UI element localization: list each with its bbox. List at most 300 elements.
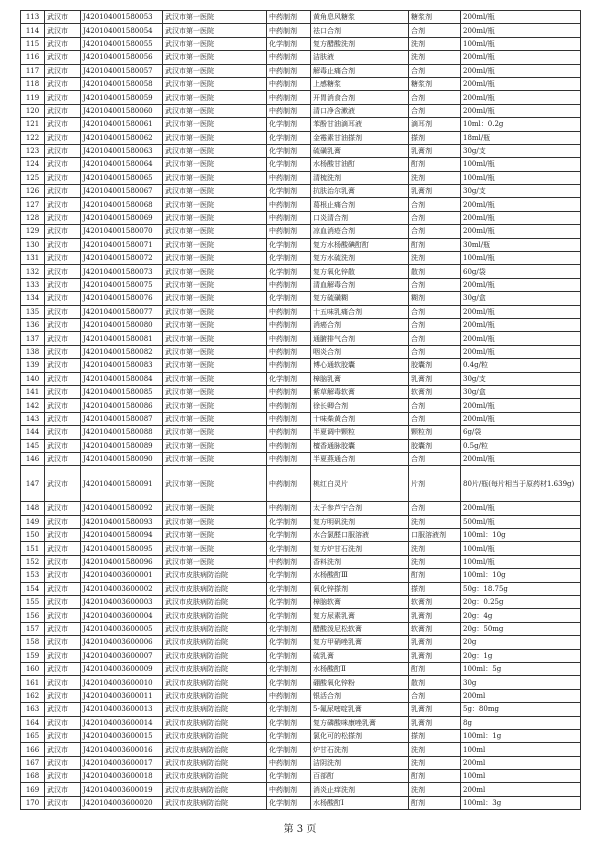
category-cell: 中药制剂 [267, 11, 311, 24]
city-cell: 武汉市 [45, 555, 81, 568]
table-row [21, 515, 581, 528]
city-cell: 武汉市 [45, 783, 81, 796]
approval-number-cell: J420104001580073 [81, 265, 163, 278]
table-row [21, 412, 581, 425]
table-row [21, 770, 581, 783]
city-cell: 武汉市 [45, 676, 81, 689]
approval-number-cell: J420104001580089 [81, 439, 163, 452]
product-name-cell: 抗肤治尔乳膏 [311, 185, 409, 198]
hospital-cell: 武汉市皮肤病防治院 [163, 770, 267, 783]
product-name-cell: 复方氧化锌散 [311, 265, 409, 278]
hospital-cell: 武汉市第一医院 [163, 252, 267, 265]
hospital-cell: 武汉市第一医院 [163, 292, 267, 305]
category-cell: 化学制剂 [267, 662, 311, 675]
table-row [21, 542, 581, 555]
dosage-form-cell: 软膏剂 [409, 622, 461, 635]
dosage-form-cell: 合剂 [409, 104, 461, 117]
dosage-form-cell: 乳膏剂 [409, 703, 461, 716]
category-cell: 中药制剂 [267, 783, 311, 796]
hospital-cell: 武汉市第一医院 [163, 64, 267, 77]
row-number-cell: 113 [21, 11, 45, 24]
dosage-form-cell: 胶囊剂 [409, 359, 461, 372]
table-row [21, 466, 581, 502]
specification-cell: 200ml/瓶 [461, 24, 581, 37]
city-cell: 武汉市 [45, 412, 81, 425]
product-name-cell: 醋酸泼尼松软膏 [311, 622, 409, 635]
dosage-form-cell: 乳膏剂 [409, 185, 461, 198]
city-cell: 武汉市 [45, 104, 81, 117]
row-number-cell: 162 [21, 689, 45, 702]
specification-cell: 200ml/瓶 [461, 91, 581, 104]
city-cell: 武汉市 [45, 51, 81, 64]
city-cell: 武汉市 [45, 609, 81, 622]
approval-number-cell: J420104003600007 [81, 649, 163, 662]
hospital-cell: 武汉市皮肤病防治院 [163, 796, 267, 809]
specification-cell: 200ml/瓶 [461, 345, 581, 358]
hospital-cell: 武汉市第一医院 [163, 185, 267, 198]
specification-cell: 5g：80mg [461, 703, 581, 716]
hospital-cell: 武汉市皮肤病防治院 [163, 649, 267, 662]
specification-cell: 18ml/瓶 [461, 131, 581, 144]
table-row [21, 305, 581, 318]
dosage-form-cell: 合剂 [409, 452, 461, 465]
table-row [21, 24, 581, 37]
hospital-cell: 武汉市皮肤病防治院 [163, 716, 267, 729]
city-cell: 武汉市 [45, 729, 81, 742]
hospital-cell: 武汉市皮肤病防治院 [163, 743, 267, 756]
approval-number-cell: J420104001580070 [81, 225, 163, 238]
approval-number-cell: J420104001580081 [81, 332, 163, 345]
row-number-cell: 148 [21, 502, 45, 515]
category-cell: 中药制剂 [267, 332, 311, 345]
table-row [21, 198, 581, 211]
approval-number-cell: J420104001580091 [81, 466, 163, 502]
city-cell: 武汉市 [45, 582, 81, 595]
dosage-form-cell: 乳膏剂 [409, 144, 461, 157]
dosage-form-cell: 合剂 [409, 211, 461, 224]
city-cell: 武汉市 [45, 542, 81, 555]
row-number-cell: 152 [21, 555, 45, 568]
approval-number-cell: J420104001580053 [81, 11, 163, 24]
row-number-cell: 121 [21, 118, 45, 131]
row-number-cell: 157 [21, 622, 45, 635]
product-name-cell: 十味柴黄合剂 [311, 412, 409, 425]
category-cell: 中药制剂 [267, 399, 311, 412]
approval-number-cell: J420104003600010 [81, 676, 163, 689]
approval-number-cell: J420104003600014 [81, 716, 163, 729]
table-body [21, 11, 581, 810]
dosage-form-cell: 洗剂 [409, 37, 461, 50]
row-number-cell: 146 [21, 452, 45, 465]
table-row [21, 555, 581, 568]
row-number-cell: 127 [21, 198, 45, 211]
approval-number-cell: J420104001580082 [81, 345, 163, 358]
approval-number-cell: J420104003600016 [81, 743, 163, 756]
product-name-cell: 清口净含漱液 [311, 104, 409, 117]
category-cell: 化学制剂 [267, 252, 311, 265]
hospital-cell: 武汉市皮肤病防治院 [163, 703, 267, 716]
product-name-cell: 樟脑乳膏 [311, 372, 409, 385]
city-cell: 武汉市 [45, 24, 81, 37]
city-cell: 武汉市 [45, 305, 81, 318]
product-name-cell: 解毒止痛合剂 [311, 64, 409, 77]
dosage-form-cell: 糊剂 [409, 292, 461, 305]
category-cell: 中药制剂 [267, 452, 311, 465]
category-cell: 化学制剂 [267, 529, 311, 542]
hospital-cell: 武汉市第一医院 [163, 198, 267, 211]
city-cell: 武汉市 [45, 529, 81, 542]
product-name-cell: 上感糖浆 [311, 77, 409, 90]
category-cell: 中药制剂 [267, 439, 311, 452]
hospital-cell: 武汉市第一医院 [163, 144, 267, 157]
approval-number-cell: J420104003600018 [81, 770, 163, 783]
table-row [21, 64, 581, 77]
row-number-cell: 136 [21, 318, 45, 331]
table-row [21, 783, 581, 796]
category-cell: 化学制剂 [267, 37, 311, 50]
specification-cell: 30g/支 [461, 185, 581, 198]
preparation-table [20, 10, 581, 810]
product-name-cell: 葛根止痛合剂 [311, 198, 409, 211]
row-number-cell: 154 [21, 582, 45, 595]
specification-cell: 100ml/瓶 [461, 171, 581, 184]
dosage-form-cell: 合剂 [409, 318, 461, 331]
approval-number-cell: J420104001580057 [81, 64, 163, 77]
city-cell: 武汉市 [45, 689, 81, 702]
table-row [21, 185, 581, 198]
category-cell: 中药制剂 [267, 555, 311, 568]
hospital-cell: 武汉市第一医院 [163, 11, 267, 24]
product-name-cell: 复方尿素乳膏 [311, 609, 409, 622]
row-number-cell: 161 [21, 676, 45, 689]
row-number-cell: 131 [21, 252, 45, 265]
product-name-cell: 桃红白灵片 [311, 466, 409, 502]
product-name-cell: 咽炎合剂 [311, 345, 409, 358]
row-number-cell: 169 [21, 783, 45, 796]
table-row [21, 703, 581, 716]
approval-number-cell: J420104001580062 [81, 131, 163, 144]
row-number-cell: 114 [21, 24, 45, 37]
table-row [21, 318, 581, 331]
approval-number-cell: J420104001580067 [81, 185, 163, 198]
specification-cell: 100ml [461, 770, 581, 783]
row-number-cell: 159 [21, 649, 45, 662]
category-cell: 化学制剂 [267, 676, 311, 689]
approval-number-cell: J420104001580069 [81, 211, 163, 224]
category-cell: 中药制剂 [267, 171, 311, 184]
specification-cell: 50g：18.75g [461, 582, 581, 595]
hospital-cell: 武汉市第一医院 [163, 555, 267, 568]
approval-number-cell: J420104001580055 [81, 37, 163, 50]
category-cell: 中药制剂 [267, 412, 311, 425]
product-name-cell: 硫磺乳膏 [311, 144, 409, 157]
category-cell: 化学制剂 [267, 622, 311, 635]
hospital-cell: 武汉市第一医院 [163, 542, 267, 555]
product-name-cell: 复方炉甘石洗剂 [311, 542, 409, 555]
dosage-form-cell: 糖浆剂 [409, 11, 461, 24]
row-number-cell: 117 [21, 64, 45, 77]
product-name-cell: 樟脑软膏 [311, 596, 409, 609]
dosage-form-cell: 合剂 [409, 278, 461, 291]
category-cell: 化学制剂 [267, 716, 311, 729]
product-name-cell: 半夏燕通合剂 [311, 452, 409, 465]
table-row [21, 529, 581, 542]
table-row [21, 439, 581, 452]
hospital-cell: 武汉市第一医院 [163, 238, 267, 251]
city-cell: 武汉市 [45, 185, 81, 198]
city-cell: 武汉市 [45, 144, 81, 157]
hospital-cell: 武汉市第一医院 [163, 118, 267, 131]
category-cell: 化学制剂 [267, 292, 311, 305]
table-row [21, 729, 581, 742]
specification-cell: 200ml/瓶 [461, 332, 581, 345]
dosage-form-cell: 合剂 [409, 225, 461, 238]
approval-number-cell: J420104001580058 [81, 77, 163, 90]
specification-cell: 100ml [461, 743, 581, 756]
product-name-cell: 硼酸氧化锌粉 [311, 676, 409, 689]
specification-cell: 200ml/瓶 [461, 211, 581, 224]
table-row [21, 716, 581, 729]
row-number-cell: 167 [21, 756, 45, 769]
approval-number-cell: J420104001580056 [81, 51, 163, 64]
product-name-cell: 洁阴洗剂 [311, 756, 409, 769]
category-cell: 中药制剂 [267, 385, 311, 398]
row-number-cell: 132 [21, 265, 45, 278]
table-row [21, 359, 581, 372]
city-cell: 武汉市 [45, 37, 81, 50]
product-name-cell: 炉甘石洗剂 [311, 743, 409, 756]
specification-cell: 8g [461, 716, 581, 729]
city-cell: 武汉市 [45, 332, 81, 345]
hospital-cell: 武汉市第一医院 [163, 385, 267, 398]
product-name-cell: 通腑排气合剂 [311, 332, 409, 345]
product-name-cell: 氧化锌搽剂 [311, 582, 409, 595]
category-cell: 中药制剂 [267, 211, 311, 224]
hospital-cell: 武汉市皮肤病防治院 [163, 783, 267, 796]
table-row [21, 104, 581, 117]
city-cell: 武汉市 [45, 770, 81, 783]
specification-cell: 200ml/瓶 [461, 198, 581, 211]
approval-number-cell: J420104001580063 [81, 144, 163, 157]
city-cell: 武汉市 [45, 716, 81, 729]
product-name-cell: 太子参芦宁合剂 [311, 502, 409, 515]
specification-cell: 100ml/瓶 [461, 37, 581, 50]
city-cell: 武汉市 [45, 466, 81, 502]
table-row [21, 569, 581, 582]
row-number-cell: 145 [21, 439, 45, 452]
approval-number-cell: J420104001580075 [81, 278, 163, 291]
product-name-cell: 檀香通脉胶囊 [311, 439, 409, 452]
hospital-cell: 武汉市第一医院 [163, 426, 267, 439]
dosage-form-cell: 洗剂 [409, 542, 461, 555]
dosage-form-cell: 口服溶液剂 [409, 529, 461, 542]
hospital-cell: 武汉市第一医院 [163, 439, 267, 452]
table-row [21, 91, 581, 104]
row-number-cell: 142 [21, 399, 45, 412]
category-cell: 化学制剂 [267, 636, 311, 649]
hospital-cell: 武汉市皮肤病防治院 [163, 729, 267, 742]
row-number-cell: 124 [21, 158, 45, 171]
row-number-cell: 119 [21, 91, 45, 104]
specification-cell: 200ml [461, 756, 581, 769]
city-cell: 武汉市 [45, 11, 81, 24]
table-row [21, 502, 581, 515]
approval-number-cell: J420104003600009 [81, 662, 163, 675]
approval-number-cell: J420104003600020 [81, 796, 163, 809]
specification-cell: 100ml：5g [461, 662, 581, 675]
table-row [21, 158, 581, 171]
dosage-form-cell: 洗剂 [409, 743, 461, 756]
dosage-form-cell: 合剂 [409, 305, 461, 318]
table-row [21, 452, 581, 465]
approval-number-cell: J420104003600002 [81, 582, 163, 595]
approval-number-cell: J420104001580068 [81, 198, 163, 211]
category-cell: 中药制剂 [267, 225, 311, 238]
row-number-cell: 143 [21, 412, 45, 425]
approval-number-cell: J420104001580088 [81, 426, 163, 439]
table-row [21, 385, 581, 398]
row-number-cell: 133 [21, 278, 45, 291]
row-number-cell: 123 [21, 144, 45, 157]
category-cell: 中药制剂 [267, 466, 311, 502]
category-cell: 中药制剂 [267, 359, 311, 372]
hospital-cell: 武汉市第一医院 [163, 359, 267, 372]
row-number-cell: 134 [21, 292, 45, 305]
specification-cell: 100ml/瓶 [461, 555, 581, 568]
approval-number-cell: J420104001580093 [81, 515, 163, 528]
hospital-cell: 武汉市第一医院 [163, 278, 267, 291]
row-number-cell: 165 [21, 729, 45, 742]
dosage-form-cell: 搽剂 [409, 729, 461, 742]
dosage-form-cell: 洗剂 [409, 252, 461, 265]
table-row [21, 278, 581, 291]
category-cell: 化学制剂 [267, 515, 311, 528]
dosage-form-cell: 合剂 [409, 91, 461, 104]
product-name-cell: 祛口合剂 [311, 24, 409, 37]
specification-cell: 200ml [461, 783, 581, 796]
dosage-form-cell: 合剂 [409, 502, 461, 515]
dosage-form-cell: 颗粒剂 [409, 426, 461, 439]
row-number-cell: 168 [21, 770, 45, 783]
hospital-cell: 武汉市皮肤病防治院 [163, 756, 267, 769]
dosage-form-cell: 乳膏剂 [409, 636, 461, 649]
product-name-cell: 口炎清合剂 [311, 211, 409, 224]
hospital-cell: 武汉市皮肤病防治院 [163, 609, 267, 622]
category-cell: 化学制剂 [267, 582, 311, 595]
table-row [21, 796, 581, 809]
city-cell: 武汉市 [45, 171, 81, 184]
hospital-cell: 武汉市第一医院 [163, 24, 267, 37]
approval-number-cell: J420104001580090 [81, 452, 163, 465]
product-name-cell: 苯酚甘油滴耳液 [311, 118, 409, 131]
table-row [21, 211, 581, 224]
dosage-form-cell: 软膏剂 [409, 385, 461, 398]
row-number-cell: 128 [21, 211, 45, 224]
hospital-cell: 武汉市皮肤病防治院 [163, 582, 267, 595]
city-cell: 武汉市 [45, 131, 81, 144]
row-number-cell: 156 [21, 609, 45, 622]
approval-number-cell: J420104003600011 [81, 689, 163, 702]
table-row [21, 118, 581, 131]
city-cell: 武汉市 [45, 238, 81, 251]
hospital-cell: 武汉市第一医院 [163, 158, 267, 171]
category-cell: 化学制剂 [267, 118, 311, 131]
city-cell: 武汉市 [45, 426, 81, 439]
specification-cell: 500ml/瓶 [461, 515, 581, 528]
row-number-cell: 138 [21, 345, 45, 358]
hospital-cell: 武汉市第一医院 [163, 466, 267, 502]
dosage-form-cell: 胶囊剂 [409, 439, 461, 452]
category-cell: 中药制剂 [267, 305, 311, 318]
product-name-cell: 水杨酸甘油酊 [311, 158, 409, 171]
row-number-cell: 122 [21, 131, 45, 144]
category-cell: 中药制剂 [267, 278, 311, 291]
category-cell: 中药制剂 [267, 77, 311, 90]
product-name-cell: 复方磷酸咪康唑乳膏 [311, 716, 409, 729]
hospital-cell: 武汉市皮肤病防治院 [163, 662, 267, 675]
row-number-cell: 116 [21, 51, 45, 64]
approval-number-cell: J420104001580077 [81, 305, 163, 318]
hospital-cell: 武汉市第一医院 [163, 345, 267, 358]
specification-cell: 0.5g/粒 [461, 439, 581, 452]
approval-number-cell: J420104001580087 [81, 412, 163, 425]
specification-cell: 200ml [461, 689, 581, 702]
table-row [21, 332, 581, 345]
table-row [21, 636, 581, 649]
product-name-cell: 复方明矾洗剂 [311, 515, 409, 528]
product-name-cell: 黄角息风糖浆 [311, 11, 409, 24]
specification-cell: 200ml/瓶 [461, 305, 581, 318]
specification-cell: 100ml/瓶 [461, 252, 581, 265]
specification-cell: 100ml：10g [461, 569, 581, 582]
approval-number-cell: J420104001580080 [81, 318, 163, 331]
hospital-cell: 武汉市皮肤病防治院 [163, 676, 267, 689]
row-number-cell: 164 [21, 716, 45, 729]
specification-cell: 200ml/瓶 [461, 278, 581, 291]
dosage-form-cell: 酊剂 [409, 770, 461, 783]
row-number-cell: 140 [21, 372, 45, 385]
hospital-cell: 武汉市第一医院 [163, 318, 267, 331]
approval-number-cell: J420104001580059 [81, 91, 163, 104]
table-row [21, 77, 581, 90]
specification-cell: 80片/瓶(每片相当于原药材1.639g) [461, 466, 581, 502]
approval-number-cell: J420104001580076 [81, 292, 163, 305]
specification-cell: 200ml/瓶 [461, 399, 581, 412]
approval-number-cell: J420104001580060 [81, 104, 163, 117]
hospital-cell: 武汉市第一医院 [163, 171, 267, 184]
dosage-form-cell: 洗剂 [409, 756, 461, 769]
dosage-form-cell: 合剂 [409, 198, 461, 211]
hospital-cell: 武汉市第一医院 [163, 37, 267, 50]
city-cell: 武汉市 [45, 596, 81, 609]
row-number-cell: 139 [21, 359, 45, 372]
city-cell: 武汉市 [45, 636, 81, 649]
product-name-cell: 凉血消疮合剂 [311, 225, 409, 238]
category-cell: 化学制剂 [267, 569, 311, 582]
dosage-form-cell: 乳膏剂 [409, 716, 461, 729]
dosage-form-cell: 合剂 [409, 689, 461, 702]
city-cell: 武汉市 [45, 158, 81, 171]
city-cell: 武汉市 [45, 796, 81, 809]
specification-cell: 6g/袋 [461, 426, 581, 439]
specification-cell: 200ml/瓶 [461, 11, 581, 24]
city-cell: 武汉市 [45, 292, 81, 305]
specification-cell: 60g/袋 [461, 265, 581, 278]
table-row [21, 131, 581, 144]
specification-cell: 200ml/瓶 [461, 77, 581, 90]
category-cell: 化学制剂 [267, 729, 311, 742]
table-row [21, 11, 581, 24]
